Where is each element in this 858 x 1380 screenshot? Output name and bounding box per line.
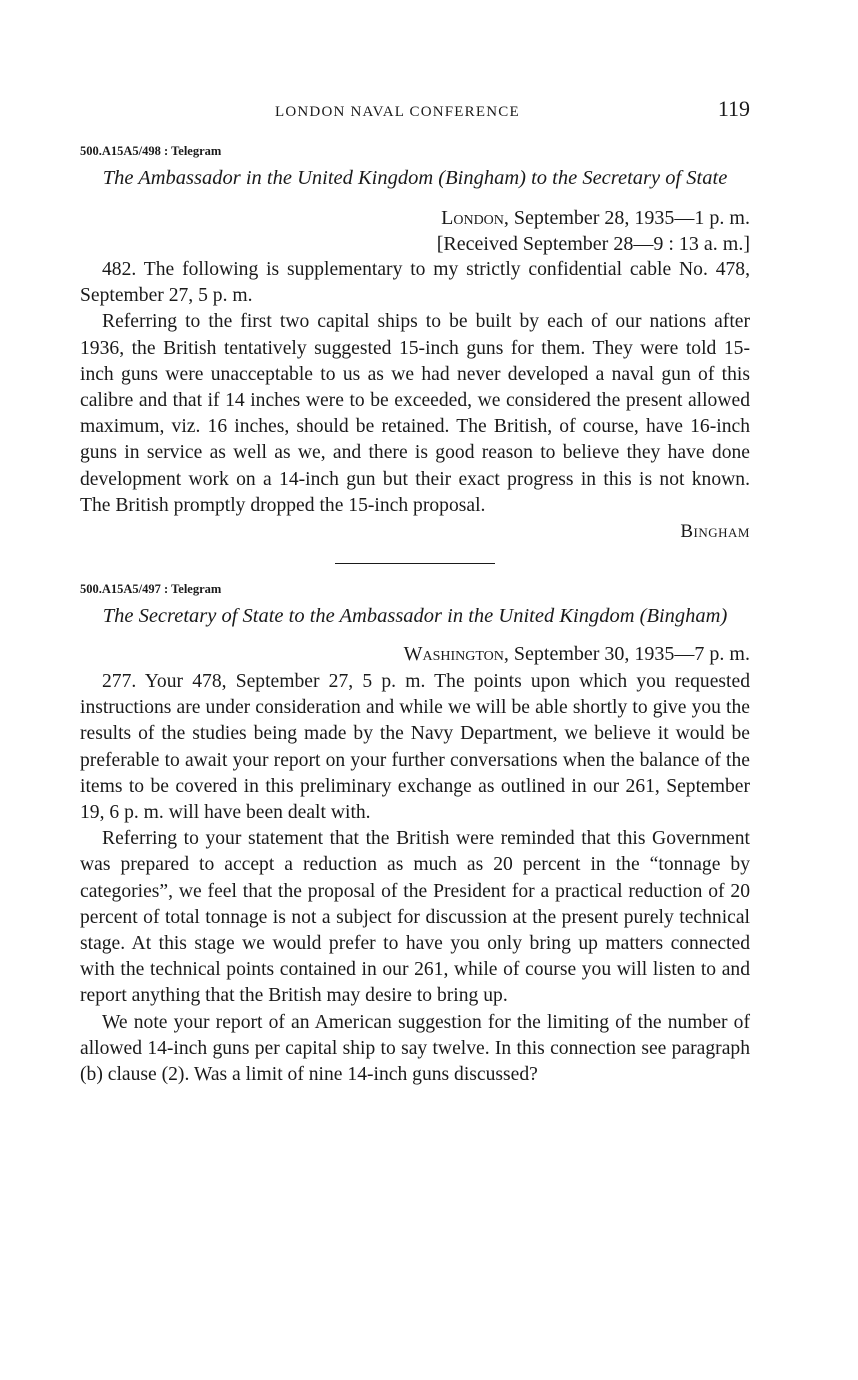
section-divider bbox=[335, 563, 495, 564]
paragraph: 277. Your 478, September 27, 5 p. m. The points upon which you requested instructions are under consideration and while we will be able shortly to give you the results of the studies being made by the Navy Department, we believe it would be preferable to await your report on your further conversations when the balance of the items to be covered in this preliminary exchange as outlined in our 261, September 19, 6 p. m. will have been dealt with. bbox=[80, 671, 750, 824]
paragraph: Referring to your statement that the British were reminded that this Government was prepared to accept a reduction as much as 20 percent in the “tonnage by categories”, we feel that the proposal of the President for a practical reduction of 20 percent of total tonnage is not a subject for discussion at the present purely technical stage. At this stage we would prefer to have you only bring up matters connected with the technical points contained in our 261, while of course you will listen to and report anything that the British may desire to bring up. bbox=[80, 828, 750, 1007]
page-number: 119 bbox=[717, 96, 750, 121]
telegram-2 bbox=[80, 582, 750, 1088]
telegram-heading: The Secretary of State to the Ambassador in the United Kingdom (Bingham) bbox=[102, 605, 728, 628]
running-head bbox=[80, 92, 750, 128]
paragraph: 482. The following is supplementary to my strictly confidential cable No. 478, September 27, 5 p. m. bbox=[80, 259, 750, 307]
signature: Bingham bbox=[680, 521, 750, 543]
telegram-1 bbox=[80, 144, 750, 543]
telegram-heading: The Ambassador in the United Kingdom (Bingham) to the Secretary of State bbox=[102, 167, 728, 189]
running-title: LONDON NAVAL CONFERENCE bbox=[275, 104, 520, 120]
paragraph: We note your report of an American suggestion for the limiting of the number of allowed 14-inch guns per capital ship to say twelve. In this connection see paragraph (b) clause (2). Was a limit of nine 14-inch guns discussed? bbox=[80, 1011, 750, 1086]
file-reference: 500.A15A5/498 : Telegram bbox=[80, 144, 222, 158]
dateline-place: Washington bbox=[403, 643, 504, 666]
file-reference: 500.A15A5/497 : Telegram bbox=[80, 582, 222, 597]
dateline bbox=[80, 205, 750, 231]
dateline-place: London bbox=[441, 207, 504, 229]
received-line: [Received September 28—9 : 13 a. m.] bbox=[436, 233, 750, 255]
document-page bbox=[80, 92, 750, 1088]
dateline-date: , September 28, 1935—1 p. m. bbox=[503, 207, 750, 229]
dateline bbox=[80, 641, 750, 667]
paragraph: Referring to the first two capital ships to be built by each of our nations after 1936, the British tentatively suggested 15-inch guns for them. They were told 15-inch guns were unacceptable to us as we had never developed a naval gun of this calibre and that if 14 inches were to be exceeded, we considered the present allowed maximum, viz. 16 inches, should be retained. The British, of course, have 16-inch guns in service as well as we, and there is good reason to believe they have done development work on a 14-inch gun but their exact progress in this is not known. The British promptly dropped the 15-inch proposal. bbox=[80, 311, 750, 516]
dateline-date: , September 30, 1935—7 p. m. bbox=[503, 643, 750, 666]
